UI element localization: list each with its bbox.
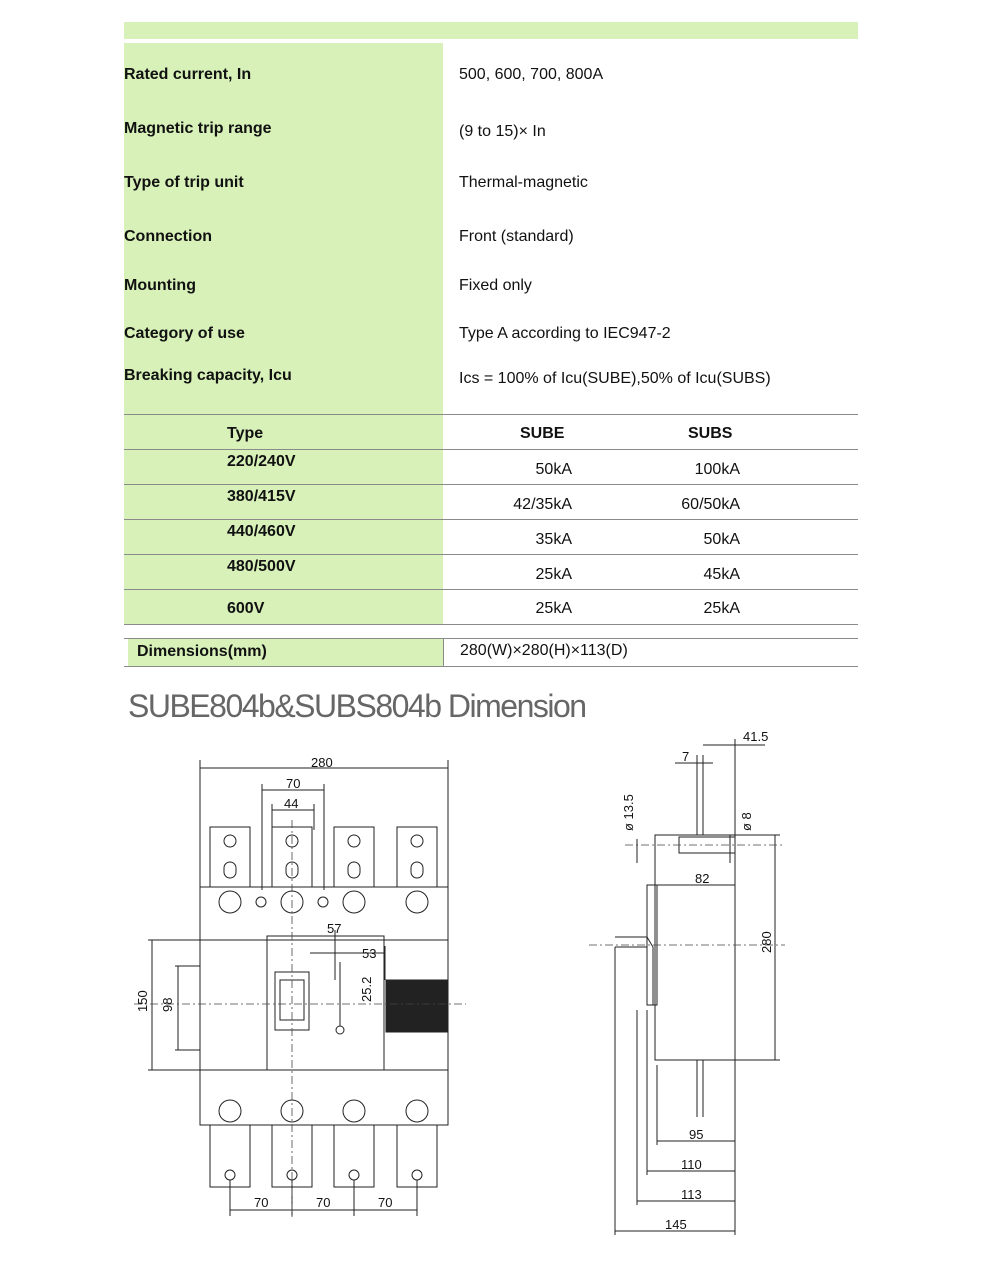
- spec-value-connection: Front (standard): [459, 228, 574, 245]
- header-sube: SUBE: [520, 425, 565, 442]
- dim-145: 145: [665, 1217, 687, 1232]
- row-voltage: 600V: [227, 600, 265, 617]
- spec-label-magnetic-trip: Magnetic trip range: [124, 120, 272, 137]
- dim-bottom-70: 70: [254, 1195, 269, 1210]
- row-subs: 50kA: [703, 531, 740, 548]
- table-divider: [124, 554, 858, 555]
- spec-label-breaking: Breaking capacity, Icu: [124, 367, 292, 384]
- row-sube: 35kA: [535, 531, 572, 548]
- dim-dia-13-5: ø 13.5: [621, 794, 636, 831]
- spec-value-mounting: Fixed only: [459, 277, 532, 294]
- section-title: SUBE804b&SUBS804b Dimension: [128, 688, 586, 724]
- dim-bottom-70: 70: [316, 1195, 331, 1210]
- spec-value-trip-unit: Thermal-magnetic: [459, 174, 588, 191]
- table-header-band: [124, 22, 858, 39]
- spec-label-mounting: Mounting: [124, 277, 196, 294]
- dim-280-height: 280: [759, 931, 774, 953]
- dim-dia-8: ø 8: [739, 812, 754, 831]
- dim-57: 57: [327, 921, 342, 936]
- spec-label-trip-unit: Type of trip unit: [124, 174, 244, 191]
- row-voltage: 440/460V: [227, 523, 296, 540]
- table-divider: [124, 624, 858, 625]
- dim-113: 113: [681, 1187, 702, 1202]
- dim-bottom-70: 70: [378, 1195, 393, 1210]
- dim-70: 70: [286, 776, 301, 791]
- dim-98: 98: [160, 997, 175, 1012]
- front-view-drawing: [120, 740, 480, 1240]
- table-divider: [124, 414, 858, 415]
- table-divider: [124, 519, 858, 520]
- spec-value-category: Type A according to IEC947-2: [459, 325, 671, 342]
- row-subs: 100kA: [694, 461, 740, 478]
- dim-280: 280: [311, 755, 333, 770]
- spec-label-connection: Connection: [124, 228, 212, 245]
- dimensions-value: 280(W)×280(H)×113(D): [460, 642, 628, 659]
- table-divider: [124, 666, 858, 667]
- dim-41-5: 41.5: [743, 729, 769, 744]
- dim-150: 150: [135, 990, 150, 1012]
- side-view-drawing: [585, 725, 800, 1245]
- header-subs: SUBS: [688, 425, 733, 442]
- row-sube: 42/35kA: [513, 496, 572, 513]
- table-divider: [124, 484, 858, 485]
- dim-95: 95: [689, 1127, 704, 1142]
- dim-44: 44: [284, 796, 299, 811]
- row-sube: 50kA: [535, 461, 572, 478]
- dim-7: 7: [682, 749, 690, 764]
- dimensions-label: Dimensions(mm): [137, 643, 267, 660]
- table-divider: [124, 589, 858, 590]
- row-subs: 25kA: [703, 600, 740, 617]
- dim-82: 82: [695, 871, 710, 886]
- dim-53: 53: [362, 946, 377, 961]
- dim-110: 110: [681, 1157, 702, 1172]
- row-subs: 60/50kA: [681, 496, 740, 513]
- spec-label-rated-current: Rated current, In: [124, 66, 252, 83]
- row-voltage: 220/240V: [227, 453, 296, 470]
- table-divider: [443, 638, 444, 666]
- spec-value-rated-current: 500, 600, 700, 800A: [459, 66, 604, 83]
- dim-25-2: 25.2: [359, 976, 374, 1002]
- row-subs: 45kA: [703, 566, 740, 583]
- spec-value-magnetic-trip: (9 to 15)× In: [459, 123, 546, 140]
- row-sube: 25kA: [535, 600, 572, 617]
- row-voltage: 480/500V: [227, 558, 296, 575]
- spec-value-breaking: Ics = 100% of Icu(SUBE),50% of Icu(SUBS): [459, 370, 771, 387]
- row-voltage: 380/415V: [227, 488, 296, 505]
- row-sube: 25kA: [535, 566, 572, 583]
- table-divider: [124, 449, 858, 450]
- header-type: Type: [227, 425, 264, 442]
- spec-label-category: Category of use: [124, 325, 245, 342]
